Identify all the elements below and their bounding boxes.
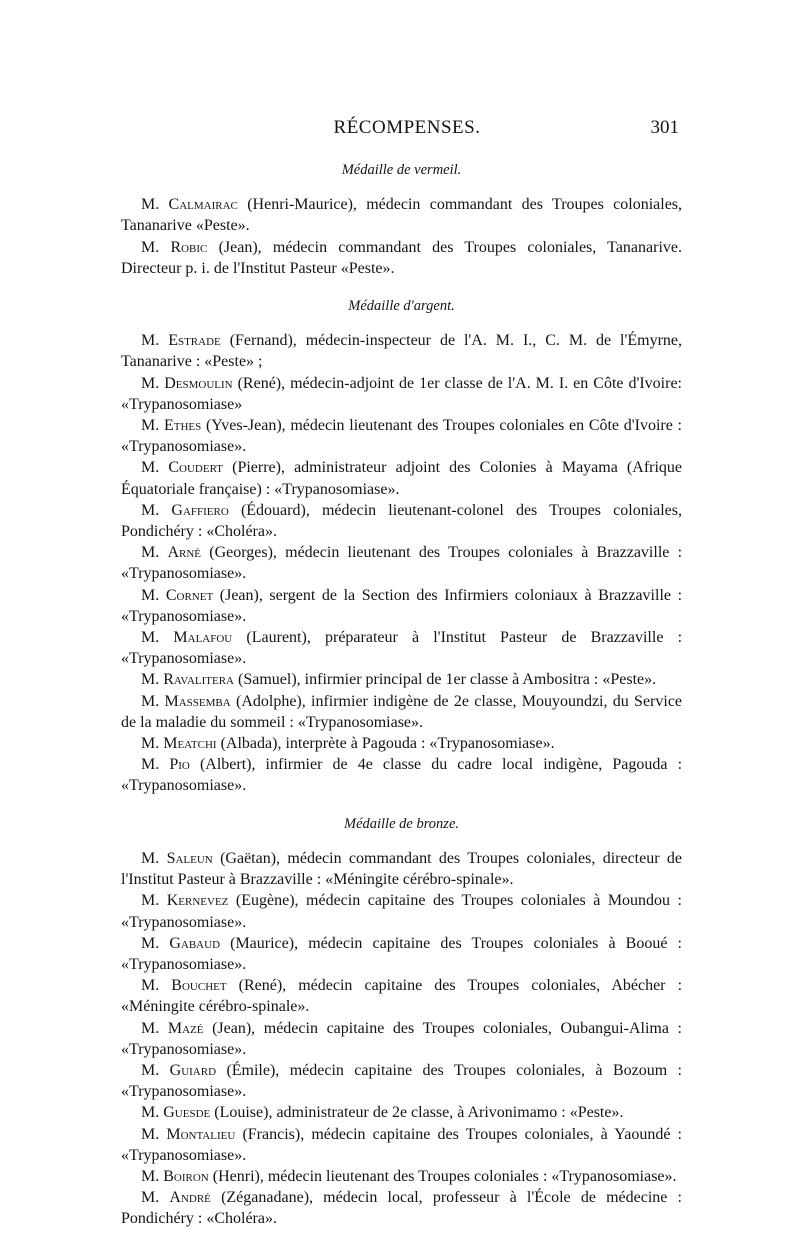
entry-name: Desmoulin [164,374,233,392]
entry-text: (Gaëtan), médecin commandant des Troupes coloniales, directeur de l'Institut Pasteur à Brazzaville : «Méningite cérébro-spinale». [121,849,682,889]
entry-prefix: M. [141,671,160,689]
entry-text: (Albada), interprète à Pagouda : «Trypanosomiase». [220,735,555,753]
entry-name: Coudert [168,459,223,477]
entry-text: (Fernand), médecin-inspecteur de l'A. M. I., C. M. de l'Émyrne, Tananarive : «Peste» ; [121,332,683,371]
award-entry [121,1187,682,1229]
entry-name: Guesde [163,1104,211,1122]
entry-prefix: M. [141,849,160,867]
page-number: 301 [650,117,679,138]
entry-text: (Maurice), médecin capitaine des Troupes coloniales à Booué : «Trypanosomiase». [121,934,682,973]
award-entry [121,754,682,796]
entry-name: Montalieu [166,1125,236,1143]
entry-name: Guiard [169,1061,217,1079]
entry-name: Massemba [164,692,231,710]
award-entry [121,1102,682,1123]
award-entry [121,542,682,584]
entry-text: (Georges), médecin lieutenant des Troupes coloniales à Brazzaville : «Trypanosomiase». [121,544,683,583]
running-title: RÉCOMPENSES. [333,117,481,138]
entry-prefix: M. [141,934,160,952]
entry-name: Malafou [173,629,233,647]
entry-prefix: M. [141,1167,160,1185]
entry-prefix: M. [141,629,160,647]
entry-name: Mazé [167,1019,204,1037]
entry-name: Bouchet [171,977,227,995]
award-entry [121,585,682,627]
award-entry [121,330,682,372]
section-bronze [121,814,682,1230]
entry-prefix: M. [141,756,160,774]
entry-name: Gabaud [169,934,221,952]
entry-prefix: M. [141,1125,160,1143]
award-entry [121,415,682,457]
award-entry [121,1018,682,1060]
entry-text: (Samuel), infirmier principal de 1er classe à Ambositra : «Peste». [238,671,657,689]
entry-prefix: M. [141,1019,160,1037]
award-entry [121,500,682,542]
award-entry [121,1166,682,1187]
entry-text: (Adolphe), infirmier indigène de 2e classe, Mouyoundzi, du Service de la maladie du sommeil : «Trypanosomiase». [121,692,683,731]
entry-text: (Jean), médecin commandant des Troupes coloniales, Tananarive. Directeur p. i. de l'Institut Pasteur «Peste». [121,238,683,277]
entry-prefix: M. [141,374,160,392]
award-entry [121,691,682,733]
award-entry [121,457,682,499]
entry-name: Robic [170,238,208,256]
section-heading: Médaille d'argent. [348,298,455,315]
award-entry [121,890,682,932]
entry-text: (Jean), médecin capitaine des Troupes coloniales, Oubangui-Alima : «Trypanosomiase». [121,1019,682,1058]
award-entry [121,627,682,669]
entry-prefix: M. [141,238,160,256]
entry-name: André [169,1189,211,1207]
entry-text: (Zéganadane), médecin local, professeur à l'École de médecine : Pondichéry : «Choléra». [121,1189,683,1228]
entry-text: (René), médecin capitaine des Troupes coloniales, Abécher : «Méningite cérébro-spinale». [121,977,683,1016]
entry-text: (Albert), infirmier de 4e classe du cadre local indigène, Pagouda : «Trypanosomiase». [121,756,683,795]
award-entry [121,1124,682,1166]
entry-text: (Eugène), médecin capitaine des Troupes coloniales à Moundou : «Trypanosomiase». [121,892,682,931]
award-entry [121,733,682,754]
award-entry [121,1060,682,1102]
entry-name: Ravalitera [163,671,235,689]
entry-name: Meatchi [163,735,217,753]
section-argent [121,296,682,797]
entry-text: (Laurent), préparateur à l'Institut Pasteur de Brazzaville : «Trypanosomiase». [121,629,683,668]
entry-name: Boiron [163,1167,209,1185]
entry-text: (Francis), médecin capitaine des Troupes coloniales, à Yaoundé : «Trypanosomiase». [121,1125,683,1164]
page-header [133,117,681,145]
entry-name: Gaffiero [171,501,229,519]
section-heading: Médaille de vermeil. [341,162,462,178]
award-entry [121,373,682,415]
entry-text: (Jean), sergent de la Section des Infirmiers coloniaux à Brazzaville : «Trypanosomiase». [121,586,683,625]
award-entry [121,194,682,236]
entry-text: (Émile), médecin capitaine des Troupes coloniales, à Bozoum : «Trypanosomiase». [121,1061,683,1101]
award-entry [121,669,682,690]
entry-text: (Henri-Maurice), médecin commandant des Troupes coloniales, Tananarive «Peste». [121,196,683,235]
entry-prefix: M. [141,586,160,604]
entry-name: Calmairac [168,196,238,214]
section-heading: Médaille de bronze. [343,815,460,832]
entry-text: (René), médecin-adjoint de 1er classe de l'A. M. I. en Côte d'Ivoire: «Trypanosomiase» [121,374,682,413]
entry-prefix: M. [141,196,160,214]
entry-prefix: M. [141,332,160,350]
award-entry [121,237,682,279]
entry-name: Saleun [166,849,213,867]
entry-prefix: M. [141,459,160,477]
entry-prefix: M. [141,977,160,995]
entry-prefix: M. [141,892,160,910]
section-vermeil [121,160,682,279]
entry-name: Arné [167,544,202,562]
entry-prefix: M. [141,1104,160,1122]
entry-text: (Yves-Jean), médecin lieutenant des Troupes coloniales en Côte d'Ivoire : «Trypanosomiase». [121,417,682,456]
entry-prefix: M. [141,501,160,519]
entry-name: Pio [169,756,190,774]
entry-prefix: M. [141,692,160,710]
entry-prefix: M. [141,544,160,562]
award-entry [121,848,682,890]
award-entry [121,933,682,975]
award-entry [121,975,682,1017]
entry-text: (Pierre), administrateur adjoint des Colonies à Mayama (Afrique Équatoriale française) : «Trypanosomiase». [121,459,683,498]
entry-prefix: M. [141,1189,160,1207]
entry-prefix: M. [141,417,160,435]
entry-text: (Henri), médecin lieutenant des Troupes coloniales : «Trypanosomiase». [212,1167,677,1185]
entry-text: (Louise), administrateur de 2e classe, à Arivonimamo : «Peste». [214,1104,624,1122]
entry-name: Estrade [168,332,221,350]
page-body [121,160,682,1247]
entry-prefix: M. [141,735,160,753]
entry-name: Ethes [163,417,202,435]
entry-name: Cornet [165,586,214,604]
entry-prefix: M. [141,1061,160,1079]
entry-name: Kernevez [166,892,229,910]
entry-text: (Édouard), médecin lieutenant-colonel des Troupes coloniales, Pondichéry : «Choléra». [121,501,683,541]
